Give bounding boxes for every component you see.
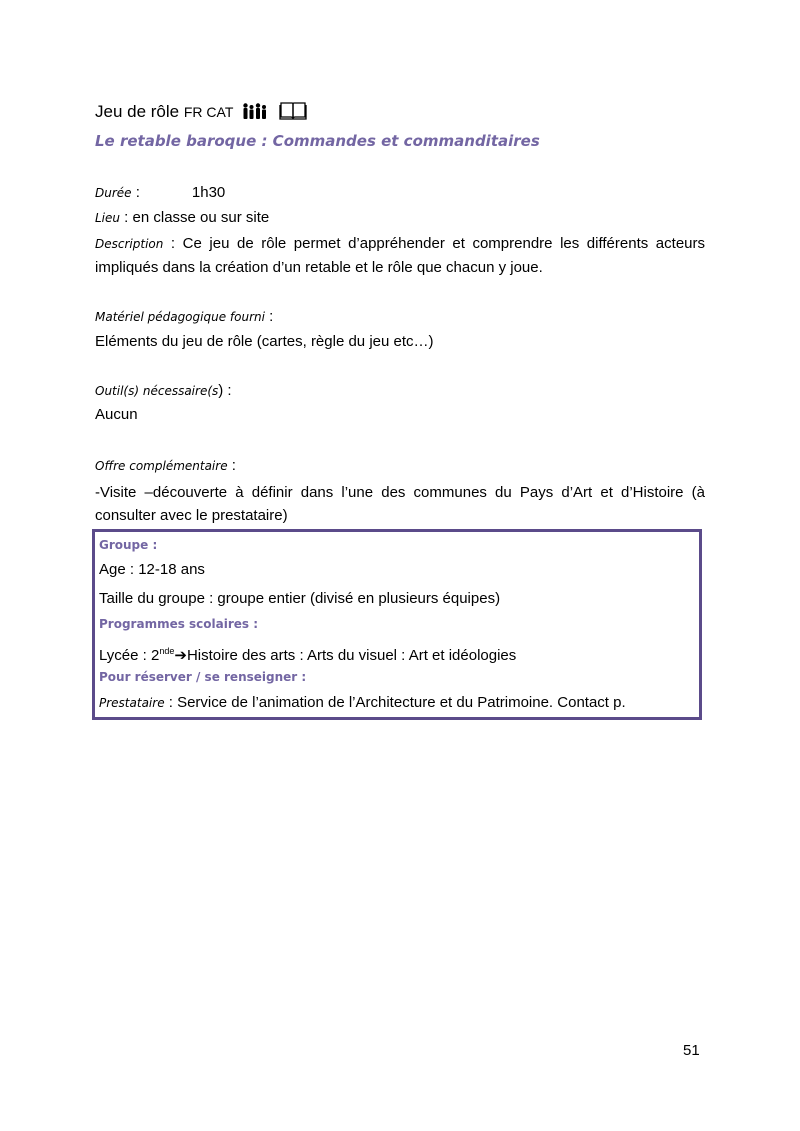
lieu-line xyxy=(95,208,269,228)
lycee-superscript: nde xyxy=(159,646,175,656)
offre-value: -Visite –découverte à définir dans l’une des communes du Pays d’Art et d’Histoire (à consulter avec le prestataire) xyxy=(95,484,705,524)
offre-label: Offre complémentaire xyxy=(95,459,228,473)
lycee-programme: Histoire des arts : Arts du visuel : Art et idéologies xyxy=(186,647,517,664)
outils-label: Outil(s) nécessaire(s xyxy=(95,384,219,398)
book-icon xyxy=(279,100,307,126)
lieu-label: Lieu xyxy=(95,211,121,225)
outils-heading xyxy=(95,381,232,401)
duree-value: 1h30 xyxy=(191,184,226,201)
offre-heading xyxy=(95,456,236,476)
duree-separator: : xyxy=(131,184,140,201)
activity-subtitle: Le retable baroque : Commandes et commanditaires xyxy=(95,132,540,150)
arrow-icon: ➔ xyxy=(174,647,187,664)
page-number: 51 xyxy=(683,1042,700,1059)
age-line: Age : 12-18 ans xyxy=(99,561,205,578)
taille-line: Taille du groupe : groupe entier (divisé en plusieurs équipes) xyxy=(99,590,501,607)
outils-separator: ) : xyxy=(218,382,232,399)
reserver-heading: Pour réserver / se renseigner : xyxy=(99,670,307,684)
prestataire-line xyxy=(99,693,626,713)
description-value: : Ce jeu de rôle permet d’appréhender et comprendre les différents acteurs impliqués dans la création d’un retable et le rôle que chacun y joue. xyxy=(95,235,705,276)
description-paragraph xyxy=(95,232,705,279)
prestataire-label: Prestataire xyxy=(99,696,165,710)
title-text: Jeu de rôle xyxy=(95,102,180,121)
details-box xyxy=(92,529,702,720)
materiel-value: Eléments du jeu de rôle (cartes, règle du jeu etc…) xyxy=(95,333,434,350)
duree-line xyxy=(95,183,225,203)
materiel-heading xyxy=(95,307,273,327)
outils-value: Aucun xyxy=(95,406,138,423)
programmes-heading: Programmes scolaires : xyxy=(99,617,259,631)
people-icon xyxy=(242,103,268,125)
lieu-value: : en classe ou sur site xyxy=(120,209,270,226)
groupe-heading: Groupe : xyxy=(99,538,158,552)
activity-title xyxy=(95,100,307,126)
materiel-separator: : xyxy=(264,308,274,325)
lycee-line xyxy=(99,641,516,666)
description-label: Description xyxy=(95,237,164,251)
lycee-prefix: Lycée : 2 xyxy=(99,647,160,664)
language-tag: FR CAT xyxy=(183,104,234,120)
materiel-label: Matériel pédagogique fourni xyxy=(95,310,265,324)
duree-label: Durée xyxy=(95,186,132,200)
prestataire-value: : Service de l’animation de l’Architecture et du Patrimoine. Contact p. xyxy=(164,694,626,711)
offre-separator: : xyxy=(227,457,236,474)
